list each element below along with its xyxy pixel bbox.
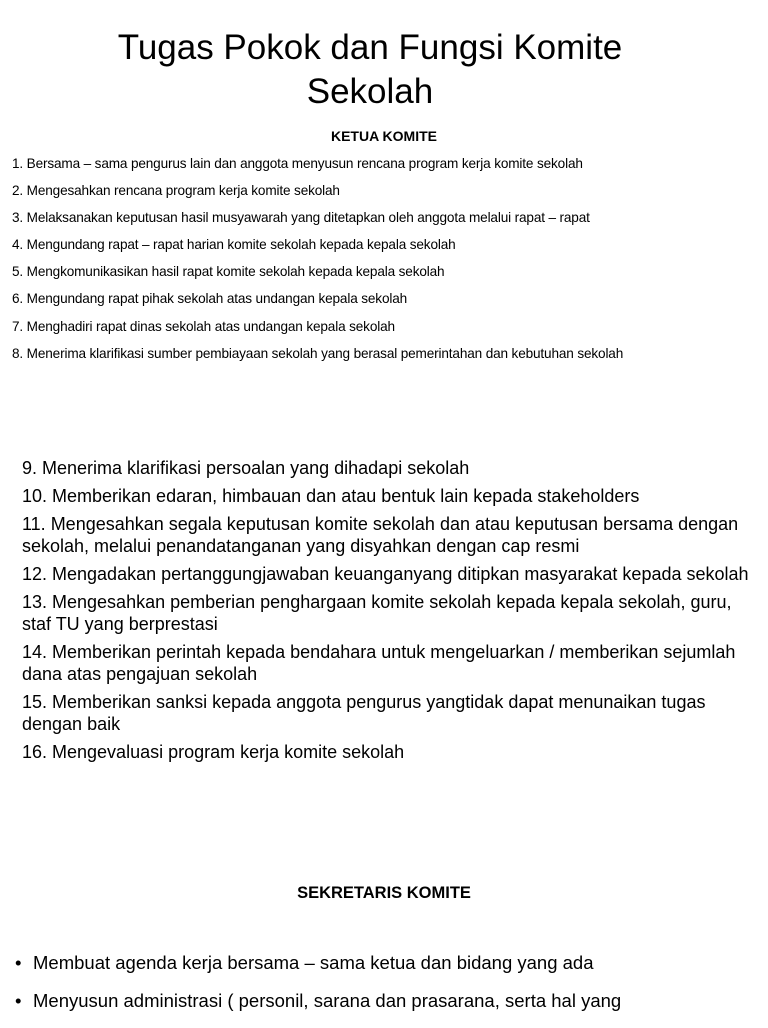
ketua-duty-item: 9. Menerima klarifikasi persoalan yang dihadapi sekolah xyxy=(22,458,470,478)
sekretaris-duty-text: Membuat agenda kerja bersama – sama ketua dan bidang yang ada xyxy=(33,952,594,973)
ketua-duty-item: 12. Mengadakan pertanggungjawaban keuanganyang ditipkan masyarakat kepada sekolah xyxy=(22,564,749,584)
sekretaris-komite-heading: SEKRETARIS KOMITE xyxy=(297,884,471,902)
ketua-duty-item: 3. Melaksanakan keputusan hasil musyawarah yang ditetapkan oleh anggota melalui rapat – rapat xyxy=(12,210,590,226)
ketua-duty-item: 2. Mengesahkan rencana program kerja komite sekolah xyxy=(12,183,340,199)
ketua-duty-item: 13. Mengesahkan pemberian penghargaan komite sekolah kepada kepala sekolah, guru, staf TU yang berprestasi xyxy=(22,592,732,634)
ketua-duty-item: 11. Mengesahkan segala keputusan komite sekolah dan atau keputusan bersama dengan sekolah, melalui penandatanganan yang disyahkan dengan cap resmi xyxy=(22,514,739,556)
ketua-duty-item: 6. Mengundang rapat pihak sekolah atas undangan kepala sekolah xyxy=(12,291,408,307)
page-title-line-1: Tugas Pokok dan Fungsi Komite xyxy=(117,28,623,67)
ketua-duty-item: 5. Mengkomunikasikan hasil rapat komite sekolah kepada kepala sekolah xyxy=(12,264,445,280)
ketua-duty-item: 8. Menerima klarifikasi sumber pembiayaan sekolah yang berasal pemerintahan dan kebutuhan sekolah xyxy=(12,345,624,361)
ketua-duties-list xyxy=(12,155,762,372)
bullet-icon: • xyxy=(15,990,22,1011)
sekretaris-duty-item xyxy=(15,952,755,974)
ketua-duty-item: 14. Memberikan perintah kepada bendahara untuk mengeluarkan / memberikan sejumlah dana atas pengajuan sekolah xyxy=(22,642,736,684)
ketua-duty-item: 4. Mengundang rapat – rapat harian komite sekolah kepada kepala sekolah xyxy=(12,237,456,253)
sekretaris-duty-item xyxy=(15,990,755,1012)
page-title-line-2: Sekolah xyxy=(306,72,434,111)
ketua-komite-heading: KETUA KOMITE xyxy=(330,128,438,144)
page-title xyxy=(0,26,740,114)
sekretaris-duty-text: Menyusun administrasi ( personil, sarana dan prasarana, serta hal yang xyxy=(33,990,622,1011)
ketua-duty-item: 10. Memberikan edaran, himbauan dan atau bentuk lain kepada stakeholders xyxy=(22,486,640,506)
ketua-duty-item: 15. Memberikan sanksi kepada anggota pengurus yangtidak dapat menunaikan tugas dengan baik xyxy=(22,692,706,734)
bullet-icon: • xyxy=(15,952,22,973)
ketua-duties-list-continued xyxy=(22,457,752,769)
ketua-duty-item: 16. Mengevaluasi program kerja komite sekolah xyxy=(22,742,405,762)
ketua-duty-item: 7. Menghadiri rapat dinas sekolah atas undangan kepala sekolah xyxy=(12,318,395,334)
sekretaris-duties-list xyxy=(15,952,755,1028)
ketua-duty-item: 1. Bersama – sama pengurus lain dan anggota menyusun rencana program kerja komite sekolah xyxy=(12,156,583,171)
